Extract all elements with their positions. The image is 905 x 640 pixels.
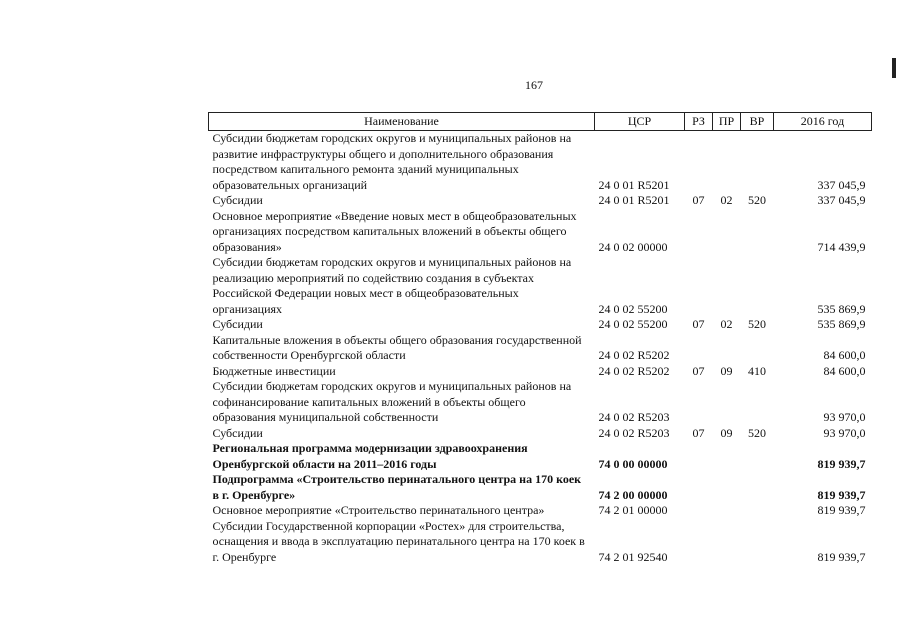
row-vr (741, 131, 774, 194)
row-rz (685, 472, 713, 503)
row-csr: 74 2 01 00000 (598, 503, 668, 517)
header-rz: РЗ (685, 113, 713, 131)
row-pr (713, 441, 741, 472)
row-pr (713, 472, 741, 503)
row-sum: 84 600,0 (823, 363, 866, 378)
row-name: Капитальные вложения в объекты общего образования государственной собственности Оренбургской области (212, 332, 582, 362)
row-vr (741, 209, 774, 256)
row-vr (741, 519, 774, 566)
row-pr (713, 379, 741, 426)
table-header-row (209, 113, 872, 131)
header-year: 2016 год (774, 113, 872, 131)
row-name: Субсидии бюджетам городских округов и муниципальных районов на софинансирование капитальных вложений в объекты общего образования муниципальной собственности (212, 379, 572, 424)
row-sum: 819 939,7 (817, 503, 866, 517)
table-row (209, 131, 872, 194)
row-csr: 24 0 02 00000 (598, 239, 668, 254)
row-csr: 74 2 01 92540 (598, 549, 668, 564)
row-pr (713, 503, 741, 519)
row-name: Субсидии (212, 425, 263, 440)
row-vr (741, 472, 774, 503)
row-csr: 24 0 02 R5203 (598, 425, 670, 440)
row-csr: 74 0 00 00000 (598, 456, 668, 471)
header-name: Наименование (209, 113, 595, 131)
table-body (209, 131, 872, 566)
row-vr: 520 (748, 425, 766, 440)
header-csr: ЦСР (595, 113, 685, 131)
row-csr: 74 2 00 00000 (598, 487, 668, 502)
row-csr: 24 0 02 55200 (598, 317, 668, 331)
row-csr: 24 0 01 R5201 (598, 193, 670, 207)
row-rz (685, 379, 713, 426)
row-sum: 819 939,7 (817, 549, 866, 564)
row-sum: 819 939,7 (817, 456, 866, 471)
table-row (209, 317, 872, 333)
header-pr: ПР (713, 113, 741, 131)
row-pr (713, 209, 741, 256)
row-rz (685, 131, 713, 194)
row-pr: 09 (720, 363, 733, 378)
row-csr: 24 0 02 55200 (598, 301, 668, 316)
row-name: Субсидии бюджетам городских округов и муниципальных районов на развитие инфраструктуры общего и дополнительного образования посредством капитального ремонта зданий муниципальных образовательных организаций (212, 131, 572, 192)
budget-table (208, 112, 872, 565)
row-rz (685, 503, 713, 519)
scan-edge-mark (892, 58, 896, 78)
row-name: Подпрограмма «Строительство перинатального центра на 170 коек в г. Оренбурге» (212, 472, 582, 502)
row-sum: 535 869,9 (817, 317, 866, 331)
row-name: Субсидии Государственной корпорации «Ростех» для строительства, оснащения и ввода в эксплуатацию перинатального центра на 170 коек в г. Оренбурге (212, 518, 585, 564)
row-pr: 09 (720, 425, 733, 440)
table-row (209, 503, 872, 519)
row-name: Субсидии (212, 193, 263, 207)
row-name: Основное мероприятие «Строительство перинатального центра» (212, 503, 545, 517)
header-vr: ВР (741, 113, 774, 131)
row-name: Субсидии бюджетам городских округов и муниципальных районов на реализацию мероприятий по содействию создания в субъектах Российской Федерации новых мест в общеобразовательных организациях (212, 255, 572, 316)
table-row (209, 519, 872, 566)
row-rz (685, 519, 713, 566)
row-rz (685, 255, 713, 317)
page-number: 167 (525, 78, 543, 92)
row-vr: 410 (748, 363, 766, 378)
row-sum: 819 939,7 (817, 487, 866, 502)
row-pr (713, 131, 741, 194)
table-row (209, 472, 872, 503)
row-rz: 07 (692, 317, 705, 331)
row-sum: 535 869,9 (817, 301, 866, 316)
row-csr: 24 0 02 R5202 (598, 363, 670, 378)
row-csr: 24 0 01 R5201 (598, 177, 670, 192)
row-name: Основное мероприятие «Введение новых мест в общеобразовательных организациях посредством капитальных вложений в объекты общего образования» (212, 208, 577, 254)
row-name: Субсидии (212, 317, 263, 331)
table-row (209, 333, 872, 364)
row-pr (713, 255, 741, 317)
row-rz (685, 209, 713, 256)
row-rz: 07 (692, 425, 705, 440)
row-rz (685, 441, 713, 472)
row-sum: 337 045,9 (817, 177, 866, 192)
row-sum: 714 439,9 (817, 239, 866, 254)
table-row (209, 426, 872, 442)
row-csr: 24 0 02 R5203 (598, 410, 670, 424)
row-rz: 07 (692, 363, 705, 378)
row-vr (741, 379, 774, 426)
row-vr: 520 (748, 317, 766, 331)
row-name: Региональная программа модернизации здравоохранения Оренбургской области на 2011–2016 годы (212, 441, 528, 471)
row-sum: 93 970,0 (823, 410, 866, 424)
row-name: Бюджетные инвестиции (212, 363, 336, 378)
table-row (209, 255, 872, 317)
row-vr: 520 (748, 193, 766, 207)
table-row (209, 209, 872, 256)
row-csr: 24 0 02 R5202 (598, 348, 670, 362)
row-sum: 93 970,0 (823, 425, 866, 440)
row-pr: 02 (720, 317, 733, 331)
row-vr (741, 255, 774, 317)
row-rz: 07 (692, 193, 705, 207)
table-row (209, 441, 872, 472)
row-vr (741, 503, 774, 519)
table-row (209, 364, 872, 380)
row-vr (741, 441, 774, 472)
table-row (209, 379, 872, 426)
row-rz (685, 333, 713, 364)
row-pr (713, 519, 741, 566)
row-sum: 84 600,0 (823, 348, 866, 362)
table-row (209, 193, 872, 209)
row-pr (713, 333, 741, 364)
row-vr (741, 333, 774, 364)
row-sum: 337 045,9 (817, 193, 866, 207)
row-pr: 02 (720, 193, 733, 207)
